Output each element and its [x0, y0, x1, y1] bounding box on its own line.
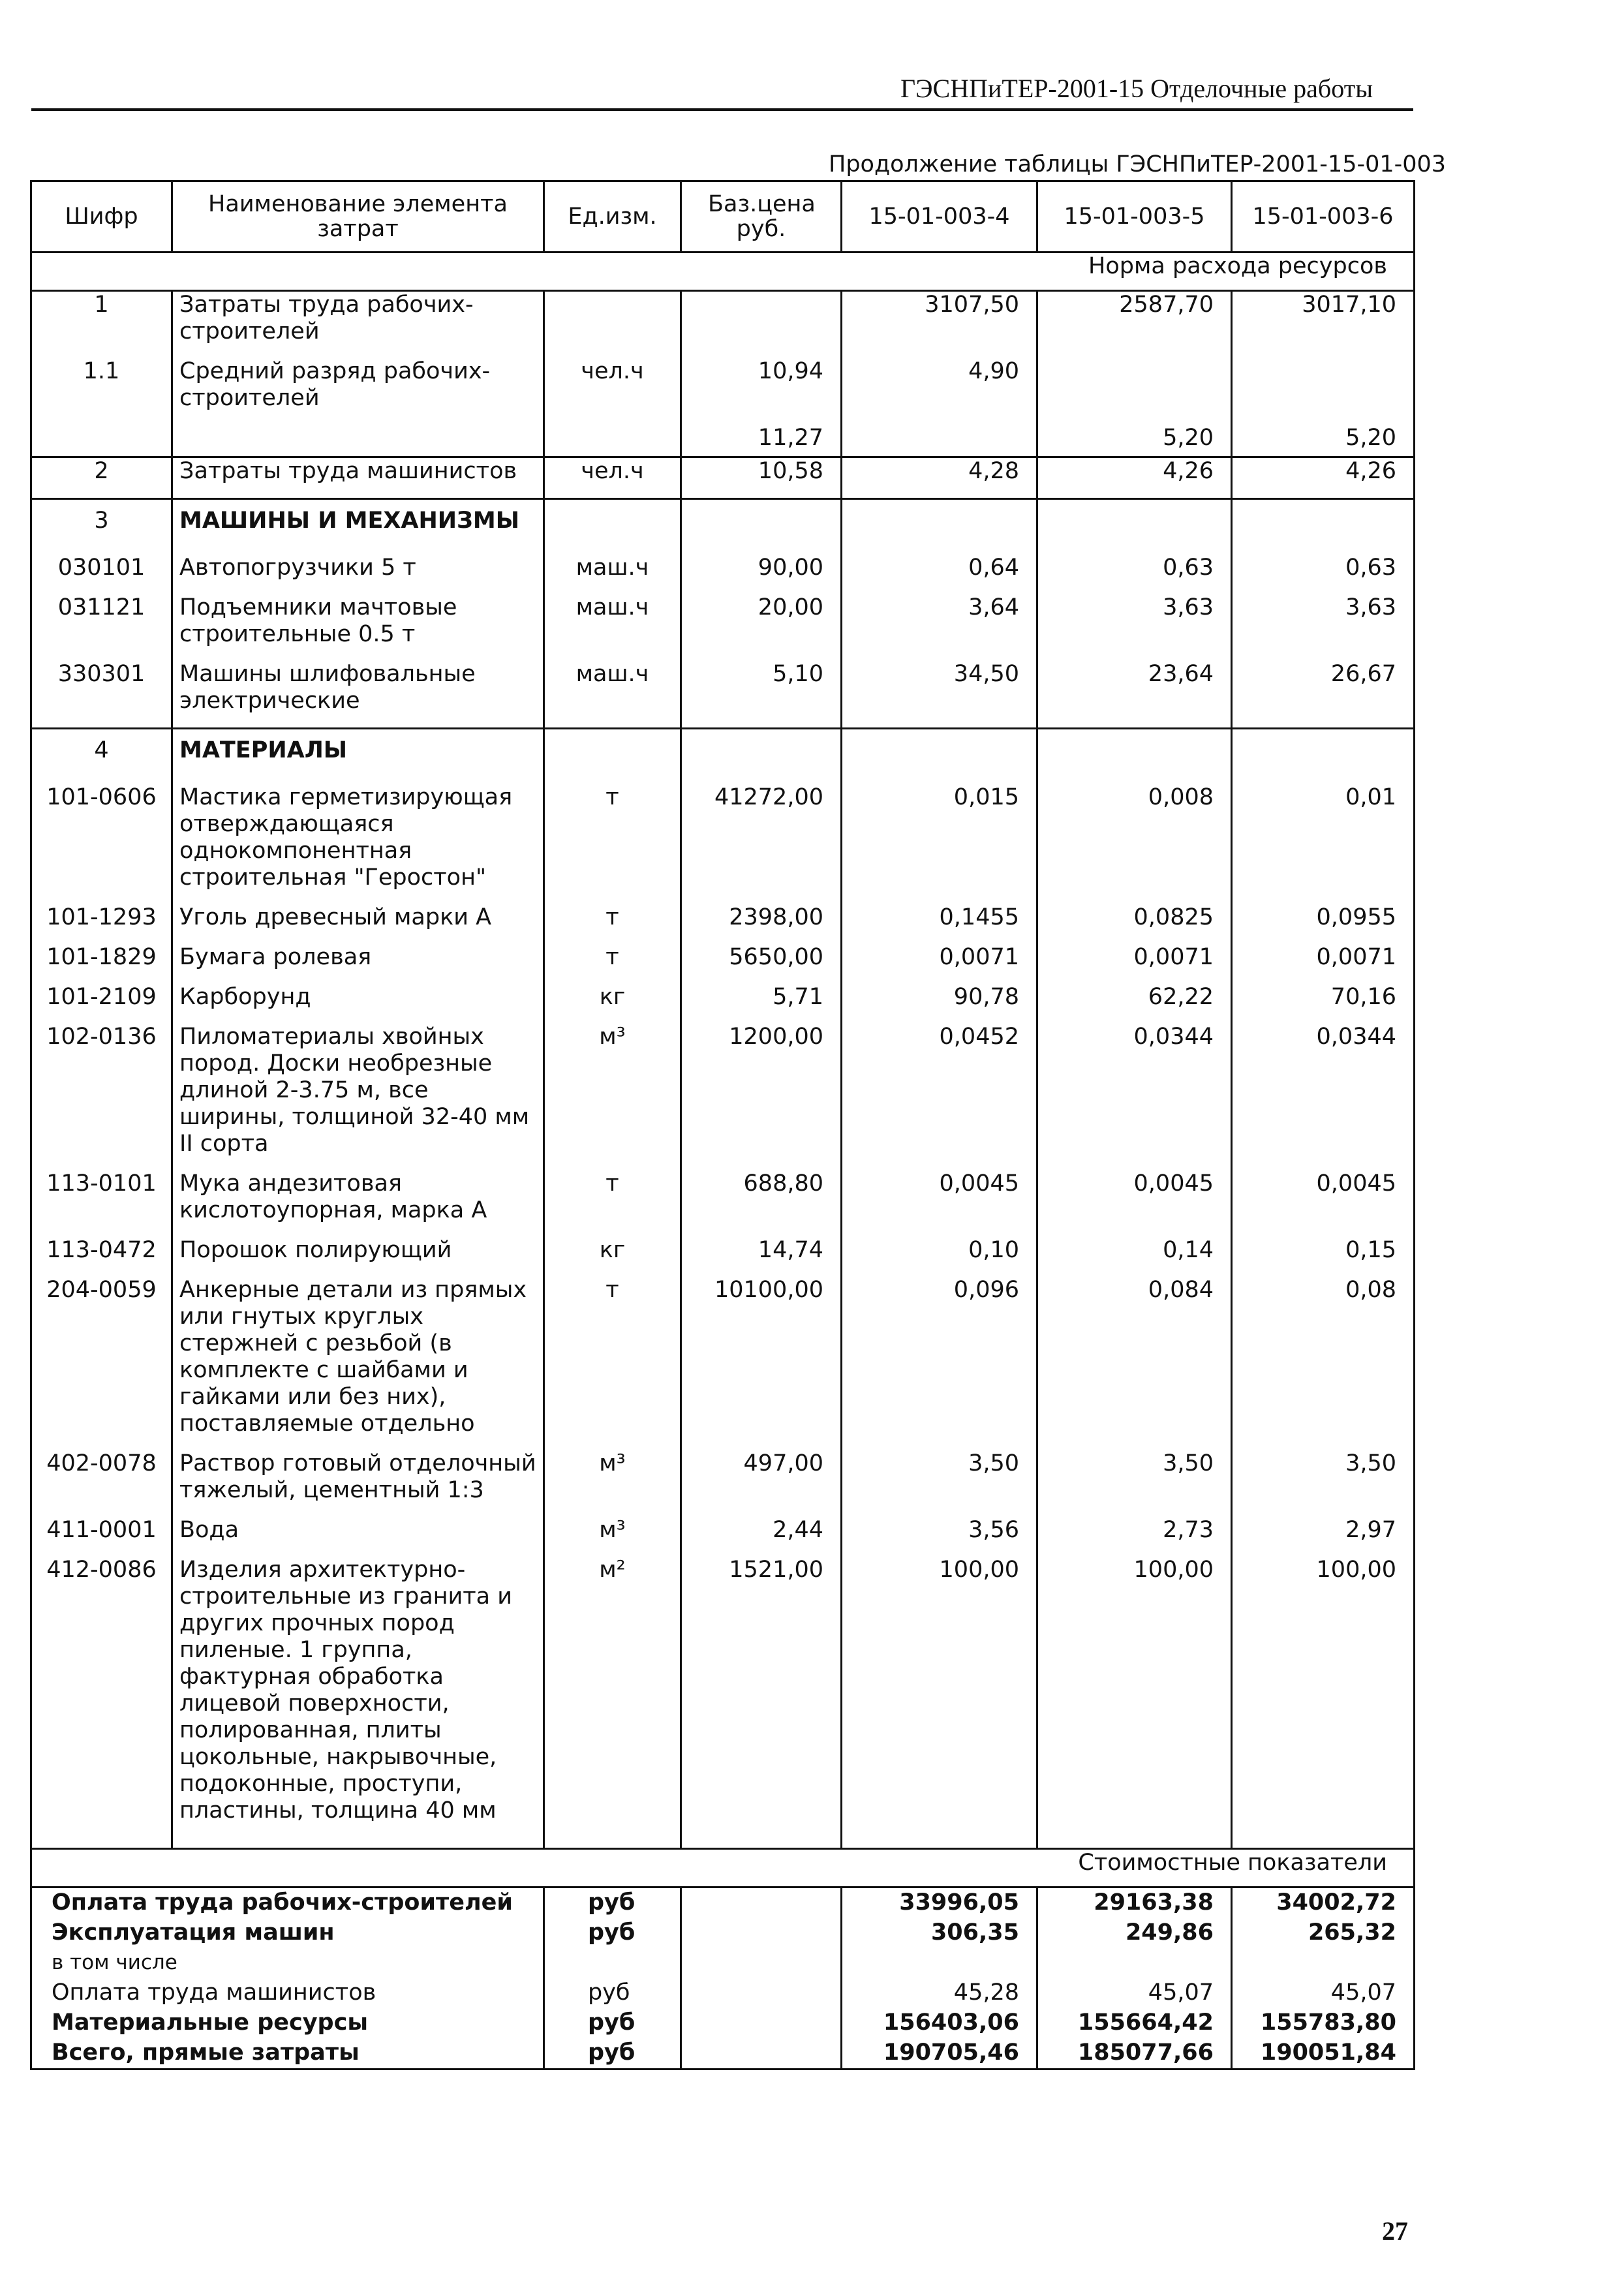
- cost-row-value-v5: 45,07: [1037, 1978, 1232, 2008]
- cost-row-unit: руб: [544, 2008, 681, 2038]
- row-value-15-01-003-6: 0,15: [1232, 1237, 1415, 1277]
- table-row: [31, 1517, 1415, 1557]
- row-code: 101-1293: [31, 904, 172, 944]
- row-price: 497,00: [681, 1450, 842, 1517]
- row-value-15-01-003-6: 2,97: [1232, 1517, 1415, 1557]
- table-row: [31, 1170, 1415, 1237]
- cost-row-name: Всего, прямые затраты: [31, 2038, 544, 2070]
- row-unit: маш.ч: [544, 594, 681, 661]
- column-header-15-01-003-6: 15-01-003-6: [1232, 181, 1415, 252]
- table-row: [31, 1557, 1415, 1837]
- row-value-15-01-003-6: 26,67: [1232, 661, 1415, 729]
- cost-row-price-empty: [681, 2038, 842, 2070]
- row-name: [172, 425, 544, 457]
- row-value-15-01-003-5: 0,0825: [1037, 904, 1232, 944]
- table-row: [31, 499, 1415, 555]
- row-value-15-01-003-4: 0,64: [842, 555, 1037, 594]
- spacer-cell: [1037, 1837, 1232, 1849]
- row-value-15-01-003-5: 23,64: [1037, 661, 1232, 729]
- cost-section: [31, 1849, 1415, 2070]
- row-code: 101-2109: [31, 984, 172, 1024]
- row-code: 101-1829: [31, 944, 172, 984]
- row-value-15-01-003-4: [842, 729, 1037, 785]
- row-code: 412-0086: [31, 1557, 172, 1837]
- row-code: 030101: [31, 555, 172, 594]
- row-unit: т: [544, 904, 681, 944]
- cost-row-value-v6: 155783,80: [1232, 2008, 1415, 2038]
- row-value-15-01-003-4: 0,1455: [842, 904, 1037, 944]
- cost-row-value-v5: 29163,38: [1037, 1887, 1232, 1919]
- row-price: 41272,00: [681, 784, 842, 904]
- row-value-15-01-003-4: 4,90: [842, 358, 1037, 425]
- row-value-15-01-003-5: [1037, 499, 1232, 555]
- row-code: 113-0472: [31, 1237, 172, 1277]
- table-row: [31, 661, 1415, 729]
- row-unit: [544, 499, 681, 555]
- row-value-15-01-003-6: 0,0045: [1232, 1170, 1415, 1237]
- cost-row-unit: руб: [544, 1887, 681, 1919]
- row-value-15-01-003-5: 0,0344: [1037, 1024, 1232, 1170]
- row-value-15-01-003-4: [842, 425, 1037, 457]
- row-name: Вода: [172, 1517, 544, 1557]
- row-value-15-01-003-6: 3017,10: [1232, 291, 1415, 359]
- row-code: 402-0078: [31, 1450, 172, 1517]
- cost-row-unit: [544, 1948, 681, 1978]
- cost-row: [31, 1978, 1415, 2008]
- column-header-15-01-003-5: 15-01-003-5: [1037, 181, 1232, 252]
- spacer-cell: [1232, 1837, 1415, 1849]
- row-value-15-01-003-6: [1232, 729, 1415, 785]
- row-price: 11,27: [681, 425, 842, 457]
- cost-row-price-empty: [681, 2008, 842, 2038]
- norms-subheader-row: [31, 252, 1415, 291]
- row-price: 14,74: [681, 1237, 842, 1277]
- row-name: Мастика герметизирующая отверждающаяся однокомпонентная строительная "Геростон": [172, 784, 544, 904]
- cost-row-value-v4: 306,35: [842, 1918, 1037, 1948]
- cost-row-value-v5: 185077,66: [1037, 2038, 1232, 2070]
- cost-row-value-v5: 155664,42: [1037, 2008, 1232, 2038]
- cost-row-value-v6: [1232, 1948, 1415, 1978]
- row-price: 10,94: [681, 358, 842, 425]
- table-continuation-caption: Продолжение таблицы ГЭСНПиТЕР-2001-15-01-003: [829, 151, 1447, 177]
- row-unit: [544, 729, 681, 785]
- row-value-15-01-003-4: 3,56: [842, 1517, 1037, 1557]
- row-unit: т: [544, 1170, 681, 1237]
- row-value-15-01-003-6: 0,08: [1232, 1277, 1415, 1450]
- cost-row-value-v5: 249,86: [1037, 1918, 1232, 1948]
- row-price: 5650,00: [681, 944, 842, 984]
- row-value-15-01-003-4: 90,78: [842, 984, 1037, 1024]
- row-code: 1: [31, 291, 172, 359]
- row-unit: т: [544, 784, 681, 904]
- row-value-15-01-003-6: 3,63: [1232, 594, 1415, 661]
- spacer-cell: [681, 1837, 842, 1849]
- table-row: [31, 1024, 1415, 1170]
- row-value-15-01-003-4: 100,00: [842, 1557, 1037, 1837]
- row-value-15-01-003-4: 0,0045: [842, 1170, 1037, 1237]
- row-value-15-01-003-6: 0,0344: [1232, 1024, 1415, 1170]
- cost-row-name: Оплата труда машинистов: [31, 1978, 544, 2008]
- row-code: 031121: [31, 594, 172, 661]
- row-value-15-01-003-6: 100,00: [1232, 1557, 1415, 1837]
- row-value-15-01-003-4: 3,50: [842, 1450, 1037, 1517]
- row-name: Уголь древесный марки А: [172, 904, 544, 944]
- row-value-15-01-003-5: [1037, 358, 1232, 425]
- row-code: 4: [31, 729, 172, 785]
- cost-row: [31, 1918, 1415, 1948]
- row-value-15-01-003-5: 4,26: [1037, 457, 1232, 499]
- norms-label: Норма расхода ресурсов: [31, 252, 1415, 291]
- cost-row: [31, 1887, 1415, 1919]
- table-row: [31, 457, 1415, 499]
- row-name: Подъемники мачтовые строительные 0.5 т: [172, 594, 544, 661]
- table-row: [31, 594, 1415, 661]
- cost-row-value-v4: [842, 1948, 1037, 1978]
- row-name: Затраты труда рабочих-строителей: [172, 291, 544, 359]
- row-value-15-01-003-6: 3,50: [1232, 1450, 1415, 1517]
- table-row: [31, 291, 1415, 359]
- row-name: Карборунд: [172, 984, 544, 1024]
- row-price: 20,00: [681, 594, 842, 661]
- row-price: 10100,00: [681, 1277, 842, 1450]
- row-unit: т: [544, 1277, 681, 1450]
- table-row: [31, 904, 1415, 944]
- row-price: 5,71: [681, 984, 842, 1024]
- row-value-15-01-003-4: 4,28: [842, 457, 1037, 499]
- row-unit: м³: [544, 1517, 681, 1557]
- cost-row-value-v6: 190051,84: [1232, 2038, 1415, 2070]
- cost-row-value-v4: 45,28: [842, 1978, 1037, 2008]
- row-price: 10,58: [681, 457, 842, 499]
- row-price: 1521,00: [681, 1557, 842, 1837]
- cost-row-unit: руб: [544, 1978, 681, 2008]
- column-header-15-01-003-4: 15-01-003-4: [842, 181, 1037, 252]
- cost-row-value-v6: 45,07: [1232, 1978, 1415, 2008]
- cost-row-name: Оплата труда рабочих-строителей: [31, 1887, 544, 1919]
- cost-row-name: в том числе: [31, 1948, 544, 1978]
- page-number: 27: [1382, 2216, 1408, 2246]
- column-header-price: Баз.цена руб.: [681, 181, 842, 252]
- cost-row-price-empty: [681, 1978, 842, 2008]
- row-value-15-01-003-6: 0,01: [1232, 784, 1415, 904]
- resource-norms-table: [30, 180, 1415, 2070]
- row-price: [681, 291, 842, 359]
- row-value-15-01-003-6: [1232, 358, 1415, 425]
- cost-row: [31, 2008, 1415, 2038]
- row-value-15-01-003-5: 100,00: [1037, 1557, 1232, 1837]
- row-value-15-01-003-4: [842, 499, 1037, 555]
- row-value-15-01-003-5: 0,63: [1037, 555, 1232, 594]
- column-header-code: Шифр: [31, 181, 172, 252]
- row-unit: т: [544, 944, 681, 984]
- cost-row-name: Материальные ресурсы: [31, 2008, 544, 2038]
- row-value-15-01-003-5: 2,73: [1037, 1517, 1232, 1557]
- row-value-15-01-003-4: 0,0071: [842, 944, 1037, 984]
- table-header-row: [31, 181, 1415, 252]
- row-unit: чел.ч: [544, 457, 681, 499]
- cost-row-unit: руб: [544, 1918, 681, 1948]
- row-value-15-01-003-6: 4,26: [1232, 457, 1415, 499]
- cost-row: [31, 2038, 1415, 2070]
- row-unit: кг: [544, 1237, 681, 1277]
- row-name: Пиломатериалы хвойных пород. Доски необрезные длиной 2-3.75 м, все ширины, толщиной 32-40 мм II сорта: [172, 1024, 544, 1170]
- table-spacer-row: [31, 1837, 1415, 1849]
- row-name: Автопогрузчики 5 т: [172, 555, 544, 594]
- cost-row-value-v4: 156403,06: [842, 2008, 1037, 2038]
- cost-row-value-v4: 33996,05: [842, 1887, 1037, 1919]
- spacer-cell: [842, 1837, 1037, 1849]
- row-value-15-01-003-5: 0,0045: [1037, 1170, 1232, 1237]
- row-unit: м³: [544, 1450, 681, 1517]
- row-value-15-01-003-4: 0,096: [842, 1277, 1037, 1450]
- row-value-15-01-003-5: 62,22: [1037, 984, 1232, 1024]
- row-name: Анкерные детали из прямых или гнутых круглых стержней с резьбой (в комплекте с шайбами и гайками или без них), поставляемые отдельно: [172, 1277, 544, 1450]
- column-header-name: Наименование элемента затрат: [172, 181, 544, 252]
- row-value-15-01-003-5: 0,008: [1037, 784, 1232, 904]
- cost-row-unit: руб: [544, 2038, 681, 2070]
- row-value-15-01-003-5: 0,0071: [1037, 944, 1232, 984]
- row-code: 3: [31, 499, 172, 555]
- row-code: 101-0606: [31, 784, 172, 904]
- row-unit: маш.ч: [544, 661, 681, 729]
- spacer-cell: [544, 1837, 681, 1849]
- row-name: Мука андезитовая кислотоупорная, марка А: [172, 1170, 544, 1237]
- row-unit: чел.ч: [544, 358, 681, 425]
- row-value-15-01-003-5: 3,63: [1037, 594, 1232, 661]
- row-value-15-01-003-4: 34,50: [842, 661, 1037, 729]
- row-price: 2398,00: [681, 904, 842, 944]
- row-code: [31, 425, 172, 457]
- row-name: МАШИНЫ И МЕХАНИЗМЫ: [172, 499, 544, 555]
- table-row: [31, 555, 1415, 594]
- table-row: [31, 944, 1415, 984]
- row-price: 2,44: [681, 1517, 842, 1557]
- cost-row-value-v6: 34002,72: [1232, 1887, 1415, 1919]
- spacer-cell: [31, 1837, 172, 1849]
- row-unit: [544, 425, 681, 457]
- row-price: 90,00: [681, 555, 842, 594]
- column-header-unit: Ед.изм.: [544, 181, 681, 252]
- row-value-15-01-003-6: [1232, 499, 1415, 555]
- table-row: [31, 984, 1415, 1024]
- cost-row-price-empty: [681, 1887, 842, 1919]
- row-value-15-01-003-4: 0,10: [842, 1237, 1037, 1277]
- row-name: Средний разряд рабочих-строителей: [172, 358, 544, 425]
- cost-row: [31, 1948, 1415, 1978]
- row-name: Бумага ролевая: [172, 944, 544, 984]
- row-code: 411-0001: [31, 1517, 172, 1557]
- table-row: [31, 784, 1415, 904]
- row-unit: [544, 291, 681, 359]
- row-price: 5,10: [681, 661, 842, 729]
- row-value-15-01-003-6: 5,20: [1232, 425, 1415, 457]
- row-name: Порошок полирующий: [172, 1237, 544, 1277]
- row-code: 204-0059: [31, 1277, 172, 1450]
- spacer-cell: [172, 1837, 544, 1849]
- row-value-15-01-003-5: 3,50: [1037, 1450, 1232, 1517]
- row-value-15-01-003-5: 5,20: [1037, 425, 1232, 457]
- row-price: [681, 499, 842, 555]
- table-row: [31, 358, 1415, 425]
- cost-row-name: Эксплуатация машин: [31, 1918, 544, 1948]
- cost-row-price-empty: [681, 1948, 842, 1978]
- row-unit: м³: [544, 1024, 681, 1170]
- row-value-15-01-003-5: 2587,70: [1037, 291, 1232, 359]
- row-name: Затраты труда машинистов: [172, 457, 544, 499]
- row-name: Раствор готовый отделочный тяжелый, цементный 1:3: [172, 1450, 544, 1517]
- norms-section: [31, 252, 1415, 1849]
- row-value-15-01-003-6: 0,0955: [1232, 904, 1415, 944]
- row-code: 330301: [31, 661, 172, 729]
- table-row: [31, 1277, 1415, 1450]
- row-price: [681, 729, 842, 785]
- row-value-15-01-003-5: 0,14: [1037, 1237, 1232, 1277]
- row-code: 102-0136: [31, 1024, 172, 1170]
- row-value-15-01-003-5: 0,084: [1037, 1277, 1232, 1450]
- row-unit: маш.ч: [544, 555, 681, 594]
- row-unit: м²: [544, 1557, 681, 1837]
- row-value-15-01-003-4: 3107,50: [842, 291, 1037, 359]
- cost-label: Стоимостные показатели: [31, 1849, 1415, 1887]
- row-value-15-01-003-4: 3,64: [842, 594, 1037, 661]
- cost-row-value-v6: 265,32: [1232, 1918, 1415, 1948]
- row-unit: кг: [544, 984, 681, 1024]
- row-value-15-01-003-6: 70,16: [1232, 984, 1415, 1024]
- table-row: [31, 425, 1415, 457]
- cost-subheader-row: [31, 1849, 1415, 1887]
- row-code: 1.1: [31, 358, 172, 425]
- header-rule: [31, 108, 1413, 111]
- table-row: [31, 1450, 1415, 1517]
- row-price: 688,80: [681, 1170, 842, 1237]
- row-value-15-01-003-4: 0,015: [842, 784, 1037, 904]
- table-row: [31, 1237, 1415, 1277]
- row-value-15-01-003-6: 0,63: [1232, 555, 1415, 594]
- row-value-15-01-003-4: 0,0452: [842, 1024, 1037, 1170]
- row-value-15-01-003-5: [1037, 729, 1232, 785]
- row-value-15-01-003-6: 0,0071: [1232, 944, 1415, 984]
- cost-row-price-empty: [681, 1918, 842, 1948]
- row-name: МАТЕРИАЛЫ: [172, 729, 544, 785]
- row-price: 1200,00: [681, 1024, 842, 1170]
- row-code: 113-0101: [31, 1170, 172, 1237]
- cost-row-value-v5: [1037, 1948, 1232, 1978]
- cost-row-value-v4: 190705,46: [842, 2038, 1037, 2070]
- row-name: Изделия архитектурно-строительные из гранита и других прочных пород пиленые. 1 группа, фактурная обработка лицевой поверхности, полированная, плиты цокольные, накрывочные, подоконные, проступи, пластины, толщина 40 мм: [172, 1557, 544, 1837]
- document-header-title: ГЭСНПиТЕР-2001-15 Отделочные работы: [900, 74, 1373, 103]
- table-row: [31, 729, 1415, 785]
- row-code: 2: [31, 457, 172, 499]
- row-name: Машины шлифовальные электрические: [172, 661, 544, 729]
